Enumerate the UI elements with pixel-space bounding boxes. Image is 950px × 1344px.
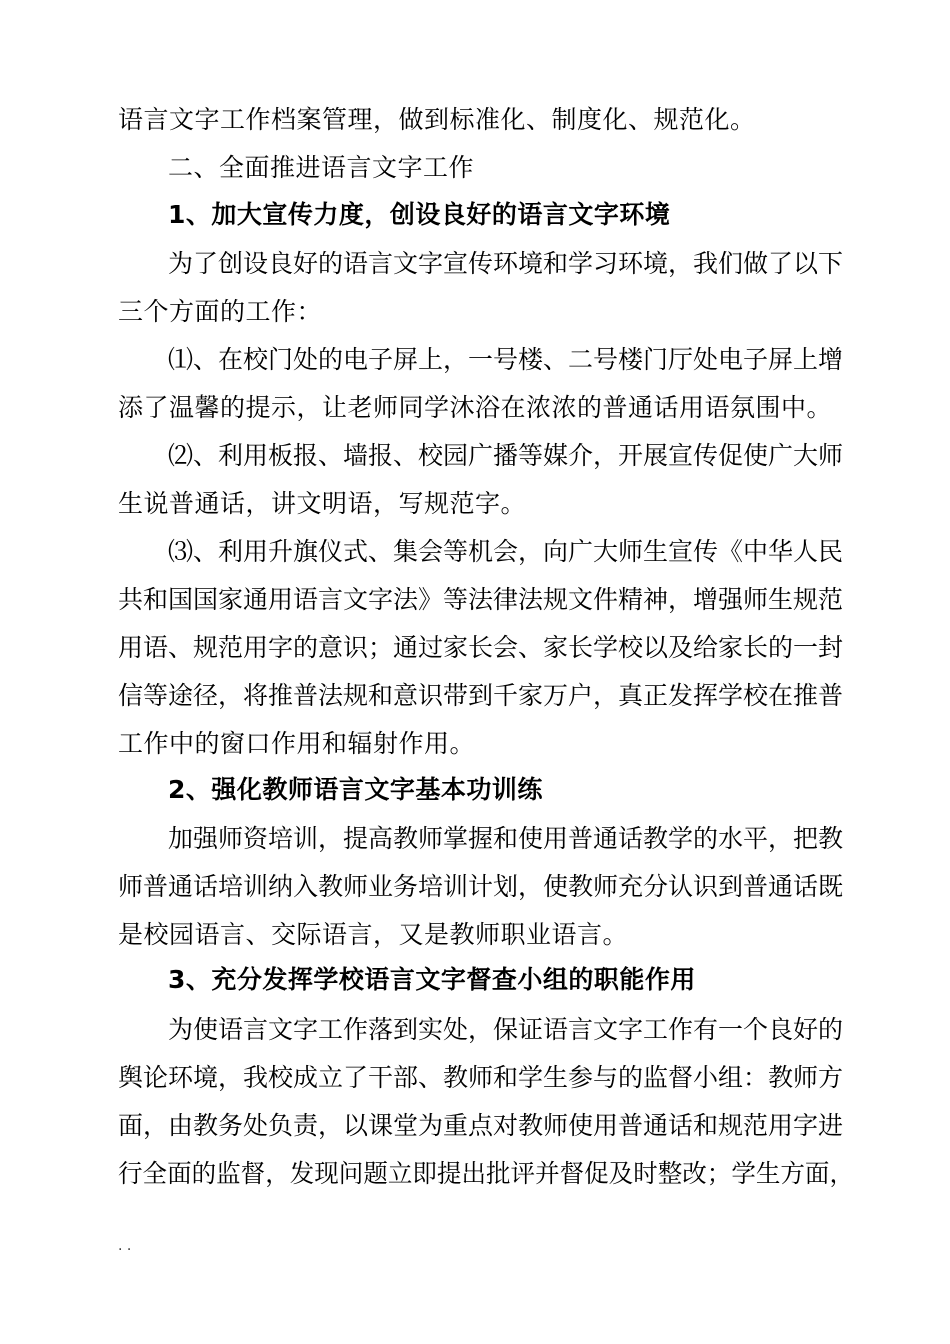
section-heading: 二、全面推进语言文字工作	[168, 153, 475, 182]
list-item-line: 工作中的窗口作用和辐射作用。	[118, 729, 476, 758]
subsection-heading: 3、充分发挥学校语言文字督查小组的职能作用	[168, 965, 696, 994]
list-item-line: ⑶、利用升旗仪式、集会等机会，向广大师生宣传《中华人民	[168, 537, 844, 566]
paragraph-line: 语言文字工作档案管理，做到标准化、制度化、规范化。	[118, 105, 756, 134]
paragraph-line: 为了创设良好的语言文字宣传环境和学习环境，我们做了以下	[168, 249, 844, 278]
list-item-line: ⑴、在校门处的电子屏上，一号楼、二号楼门厅处电子屏上增	[168, 345, 844, 374]
list-item-line: 添了温馨的提示，让老师同学沐浴在浓浓的普通话用语氛围中。	[118, 393, 833, 422]
list-item-line: 生说普通话，讲文明语，写规范字。	[118, 489, 527, 518]
page-footer-mark: . .	[118, 1238, 132, 1254]
subsection-heading: 2、强化教师语言文字基本功训练	[168, 775, 543, 804]
list-item-line: 信等途径，将推普法规和意识带到千家万户，真正发挥学校在推普	[118, 681, 844, 710]
paragraph-line: 面，由教务处负责，以课堂为重点对教师使用普通话和规范用字进	[118, 1111, 844, 1140]
list-item-line: 用语、规范用字的意识；通过家长会、家长学校以及给家长的一封	[118, 633, 844, 662]
list-item-line: ⑵、利用板报、墙报、校园广播等媒介，开展宣传促使广大师	[168, 441, 844, 470]
paragraph-line: 行全面的监督，发现问题立即提出批评并督促及时整改；学生方面，	[118, 1159, 855, 1188]
paragraph-line: 为使语言文字工作落到实处，保证语言文字工作有一个良好的	[168, 1015, 844, 1044]
paragraph-line: 舆论环境，我校成立了干部、教师和学生参与的监督小组：教师方	[118, 1063, 844, 1092]
subsection-heading: 1、加大宣传力度，创设良好的语言文字环境	[168, 200, 671, 229]
paragraph-line: 三个方面的工作：	[118, 297, 323, 326]
list-item-line: 共和国国家通用语言文字法》等法律法规文件精神，增强师生规范	[118, 585, 844, 614]
paragraph-line: 加强师资培训，提高教师掌握和使用普通话教学的水平，把教	[168, 824, 844, 853]
paragraph-line: 是校园语言、交际语言，又是教师职业语言。	[118, 920, 629, 949]
paragraph-line: 师普通话培训纳入教师业务培训计划，使教师充分认识到普通话既	[118, 872, 844, 901]
